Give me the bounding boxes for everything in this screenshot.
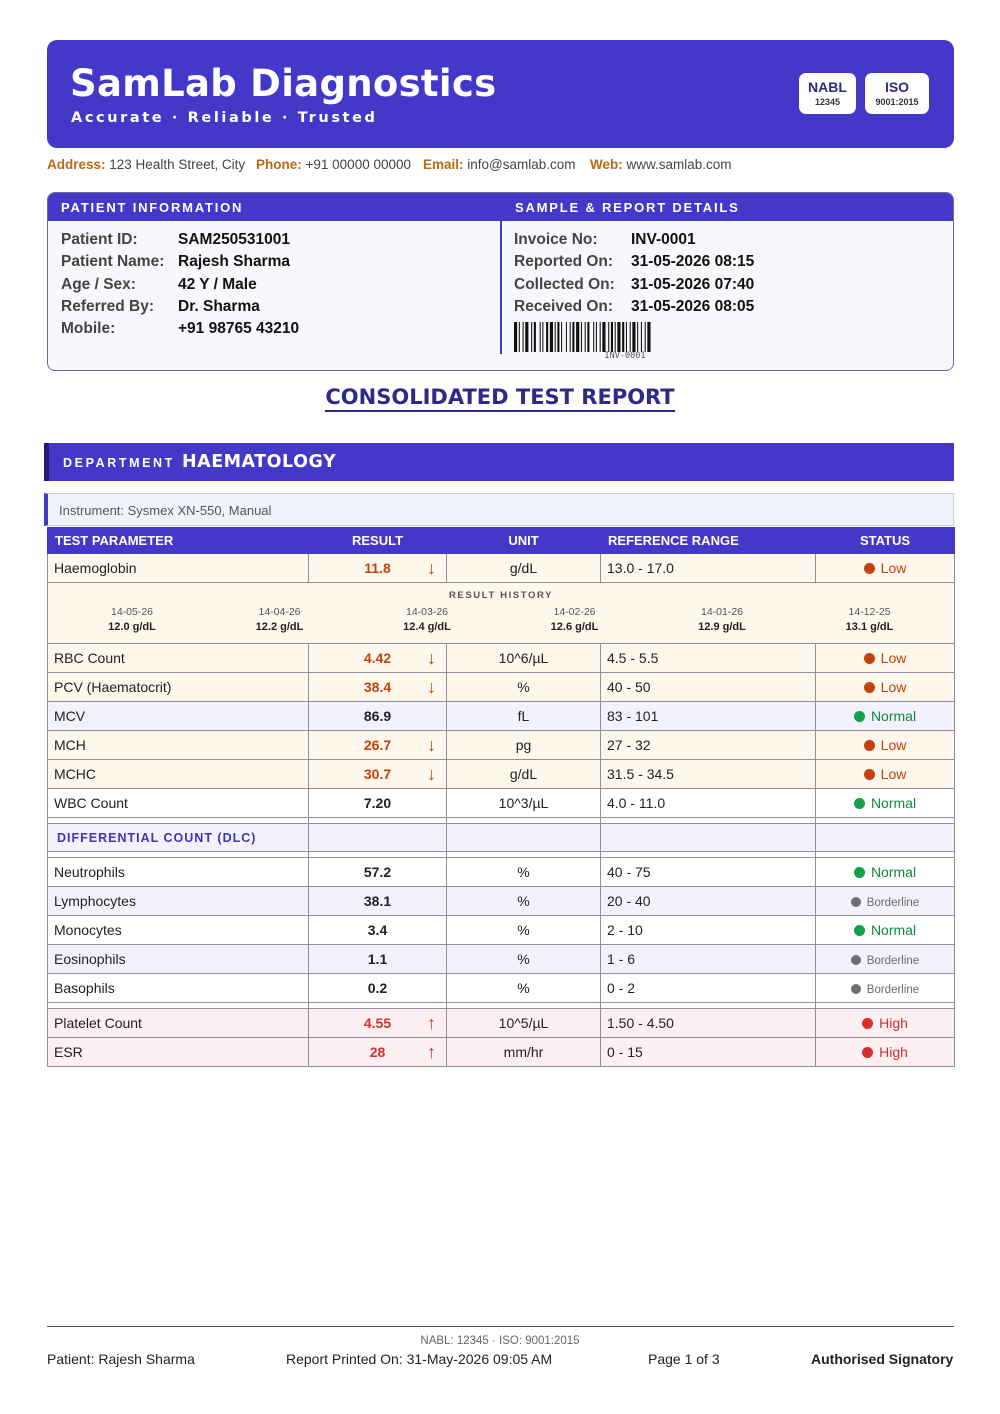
history-value: 12.6 g/dL <box>550 620 599 633</box>
col-test-parameter: TEST PARAMETER <box>48 528 309 554</box>
history-entry <box>810 606 930 633</box>
footer-patient: Patient: Rajesh Sharma <box>47 1351 195 1367</box>
field-value: INV-0001 <box>631 231 696 248</box>
field-value: +91 98765 43210 <box>178 320 300 338</box>
history-entry <box>662 606 782 633</box>
test-status <box>816 644 955 673</box>
test-reference-range: 40 - 50 <box>601 673 816 702</box>
status-badge: Low <box>864 560 907 576</box>
test-status <box>816 916 955 945</box>
history-date: 14-01-26 <box>700 605 744 618</box>
history-value: 13.1 g/dL <box>845 620 894 633</box>
test-reference-range: 1.50 - 4.50 <box>601 1009 816 1038</box>
nabl-badge <box>799 73 856 114</box>
test-unit: % <box>447 974 601 1003</box>
badge-sub: 12345 <box>814 97 841 107</box>
status-badge: Low <box>864 737 907 753</box>
status-dot-icon <box>862 1047 873 1058</box>
test-unit: 10^5/µL <box>447 1009 601 1038</box>
history-value: 12.0 g/dL <box>108 620 156 633</box>
test-status <box>816 1038 955 1067</box>
status-dot-icon <box>864 682 875 693</box>
test-unit: g/dL <box>447 554 601 583</box>
history-entry <box>367 606 487 633</box>
test-reference-range: 0 - 15 <box>601 1038 816 1067</box>
table-row <box>48 644 955 673</box>
table-row <box>48 731 955 760</box>
test-status <box>816 1009 955 1038</box>
status-dot-icon <box>851 897 861 907</box>
field-label: Mobile: <box>61 320 116 338</box>
field-value: Dr. Sharma <box>178 297 260 315</box>
table-row <box>48 554 955 583</box>
col-unit: UNIT <box>447 528 601 554</box>
results-body <box>48 554 955 1067</box>
col-status: STATUS <box>816 528 955 554</box>
status-dot-icon <box>864 740 875 751</box>
col-result: RESULT <box>309 528 447 554</box>
test-reference-range: 83 - 101 <box>601 702 816 731</box>
table-row <box>48 1009 955 1038</box>
test-result: 7.20 <box>309 789 447 818</box>
iso-badge <box>865 73 929 114</box>
history-date: 14-12-25 <box>848 605 891 618</box>
history-value: 12.4 g/dL <box>403 620 451 633</box>
col-reference-range: REFERENCE RANGE <box>601 528 816 554</box>
status-dot-icon <box>864 563 875 574</box>
test-unit: mm/hr <box>447 1038 601 1067</box>
field-label: Patient Name: <box>61 253 165 271</box>
field-label: Invoice No: <box>514 231 598 248</box>
test-name: PCV (Haematocrit) <box>48 673 309 702</box>
test-unit: % <box>447 887 601 916</box>
status-dot-icon <box>854 798 865 809</box>
test-result: 26.7 ↓ <box>309 731 447 760</box>
test-name: Haemoglobin <box>48 554 309 583</box>
invoice-barcode <box>514 322 736 352</box>
table-row <box>48 702 955 731</box>
status-badge: High <box>862 1015 908 1031</box>
footer-page-number: Page 1 of 3 <box>648 1351 720 1367</box>
status-badge: Normal <box>854 708 916 724</box>
test-result: 4.55 ↑ <box>309 1009 447 1038</box>
test-reference-range: 40 - 75 <box>601 858 816 887</box>
patient-sample-panel <box>47 192 954 371</box>
test-result: 3.4 <box>309 916 447 945</box>
test-name: Eosinophils <box>48 945 309 974</box>
test-status <box>816 731 955 760</box>
arrow-up-icon: ↑ <box>427 1013 436 1033</box>
test-name: MCH <box>48 731 309 760</box>
status-badge: Borderline <box>851 984 919 996</box>
table-row <box>48 887 955 916</box>
status-dot-icon <box>854 711 865 722</box>
lab-tagline: Accurate · Reliable · Trusted <box>71 110 378 126</box>
test-reference-range: 4.0 - 11.0 <box>601 789 816 818</box>
table-row <box>48 945 955 974</box>
status-badge: Normal <box>854 922 916 938</box>
test-unit: 10^6/µL <box>447 644 601 673</box>
arrow-down-icon: ↓ <box>427 735 436 755</box>
field-label: Age / Sex: <box>61 275 136 293</box>
test-result: 38.4 ↓ <box>309 673 447 702</box>
field-label: Received On: <box>514 297 614 315</box>
history-value: 12.2 g/dL <box>255 620 304 633</box>
test-result: 86.9 <box>309 702 447 731</box>
test-unit: 10^3/µL <box>447 789 601 818</box>
test-reference-range: 31.5 - 34.5 <box>601 760 816 789</box>
test-result: 11.8 ↓ <box>309 554 447 583</box>
arrow-down-icon: ↓ <box>427 648 436 668</box>
status-dot-icon <box>862 1018 873 1029</box>
test-result: 38.1 <box>309 887 447 916</box>
field-value: Rajesh Sharma <box>178 253 290 271</box>
test-name: Lymphocytes <box>48 887 309 916</box>
test-status <box>816 673 955 702</box>
status-badge: Low <box>864 650 907 666</box>
test-name: WBC Count <box>48 789 309 818</box>
test-status <box>816 702 955 731</box>
status-badge: High <box>862 1044 908 1060</box>
report-title: CONSOLIDATED TEST REPORT <box>0 385 1000 409</box>
test-name: MCHC <box>48 760 309 789</box>
patient-info-heading: PATIENT INFORMATION <box>48 193 500 221</box>
footer-printed-on: Report Printed On: 31-May-2026 09:05 AM <box>286 1351 553 1367</box>
table-row <box>48 789 955 818</box>
history-date: 14-05-26 <box>110 605 154 618</box>
field-value: 42 Y / Male <box>178 275 257 293</box>
table-row <box>48 673 955 702</box>
history-entry <box>72 606 192 633</box>
test-name: MCV <box>48 702 309 731</box>
badge-title: ISO <box>884 79 910 95</box>
status-dot-icon <box>854 925 865 936</box>
field-value: 31-05-2026 08:05 <box>631 297 755 315</box>
test-reference-range: 27 - 32 <box>601 731 816 760</box>
history-date: 14-03-26 <box>405 605 449 618</box>
field-label: Reported On: <box>514 253 614 271</box>
department-banner <box>44 443 954 481</box>
test-result: 57.2 <box>309 858 447 887</box>
table-row <box>48 1038 955 1067</box>
sample-details-heading: SAMPLE & REPORT DETAILS <box>502 193 954 221</box>
status-dot-icon <box>851 955 861 965</box>
barcode-text: INV-0001 <box>604 351 646 361</box>
section-label: DIFFERENTIAL COUNT (DLC) <box>48 824 309 852</box>
field-value: 31-05-2026 07:40 <box>631 275 755 293</box>
test-status <box>816 554 955 583</box>
field-label: Collected On: <box>514 275 615 293</box>
status-badge: Borderline <box>851 897 919 909</box>
test-unit: % <box>447 673 601 702</box>
test-result: 30.7 ↓ <box>309 760 447 789</box>
status-dot-icon <box>854 867 865 878</box>
field-label: Patient ID: <box>61 231 138 248</box>
history-entry <box>515 606 635 633</box>
test-unit: % <box>447 916 601 945</box>
table-header-row <box>48 528 955 554</box>
footer-accreditation: NABL: 12345 · ISO: 9001:2015 <box>420 1335 580 1347</box>
table-row <box>48 858 955 887</box>
test-reference-range: 4.5 - 5.5 <box>601 644 816 673</box>
department-name: HAEMATOLOGY <box>182 452 337 472</box>
contact-web: Web: www.samlab.com <box>590 157 732 172</box>
status-badge: Borderline <box>851 955 919 967</box>
test-unit: % <box>447 945 601 974</box>
status-dot-icon <box>864 769 875 780</box>
contact-email: Email: info@samlab.com <box>423 157 576 172</box>
field-value: SAM250531001 <box>178 231 291 248</box>
test-reference-range: 13.0 - 17.0 <box>601 554 816 583</box>
test-unit: g/dL <box>447 760 601 789</box>
test-status <box>816 760 955 789</box>
arrow-down-icon: ↓ <box>427 764 436 784</box>
test-name: RBC Count <box>48 644 309 673</box>
department-label: DEPARTMENT <box>63 456 175 470</box>
test-result: 4.42 ↓ <box>309 644 447 673</box>
footer-signatory: Authorised Signatory <box>811 1351 954 1367</box>
field-value: 31-05-2026 08:15 <box>631 253 755 271</box>
test-name: Platelet Count <box>48 1009 309 1038</box>
test-reference-range: 1 - 6 <box>601 945 816 974</box>
results-table <box>47 527 955 1067</box>
badge-sub: 9001:2015 <box>875 97 919 107</box>
status-badge: Low <box>864 679 907 695</box>
dlc-section-row <box>48 824 955 852</box>
test-name: ESR <box>48 1038 309 1067</box>
status-badge: Normal <box>854 864 916 880</box>
test-result: 1.1 <box>309 945 447 974</box>
status-dot-icon <box>864 653 875 664</box>
test-name: Monocytes <box>48 916 309 945</box>
result-history-row <box>48 583 955 644</box>
history-date: 14-04-26 <box>258 605 301 618</box>
test-reference-range: 20 - 40 <box>601 887 816 916</box>
table-row <box>48 916 955 945</box>
instrument-note: Instrument: Sysmex XN-550, Manual <box>44 493 954 526</box>
lab-header <box>47 40 954 148</box>
test-reference-range: 2 - 10 <box>601 916 816 945</box>
history-entry <box>220 606 340 633</box>
status-badge: Low <box>864 766 907 782</box>
lab-name: SamLab Diagnostics <box>70 62 497 105</box>
history-value: 12.9 g/dL <box>698 620 746 633</box>
table-row <box>48 974 955 1003</box>
test-name: Neutrophils <box>48 858 309 887</box>
test-status <box>816 974 955 1003</box>
test-result: 0.2 <box>309 974 447 1003</box>
field-label: Referred By: <box>61 297 155 315</box>
test-status <box>816 887 955 916</box>
test-status <box>816 858 955 887</box>
footer-divider <box>47 1326 954 1327</box>
arrow-up-icon: ↑ <box>427 1042 436 1062</box>
test-unit: % <box>447 858 601 887</box>
status-dot-icon <box>851 984 861 994</box>
table-row <box>48 760 955 789</box>
status-badge: Normal <box>854 795 916 811</box>
arrow-down-icon: ↓ <box>427 558 436 578</box>
history-date: 14-02-26 <box>553 605 596 618</box>
panel-divider <box>500 193 502 354</box>
badge-title: NABL <box>808 79 847 95</box>
arrow-down-icon: ↓ <box>427 677 436 697</box>
test-unit: pg <box>447 731 601 760</box>
test-status <box>816 945 955 974</box>
test-result: 28 ↑ <box>309 1038 447 1067</box>
test-reference-range: 0 - 2 <box>601 974 816 1003</box>
history-title: RESULT HISTORY <box>448 589 554 601</box>
test-status <box>816 789 955 818</box>
contact-address: Address: 123 Health Street, City <box>47 157 246 172</box>
test-unit: fL <box>447 702 601 731</box>
test-name: Basophils <box>48 974 309 1003</box>
contact-phone: Phone: +91 00000 00000 <box>256 157 411 172</box>
